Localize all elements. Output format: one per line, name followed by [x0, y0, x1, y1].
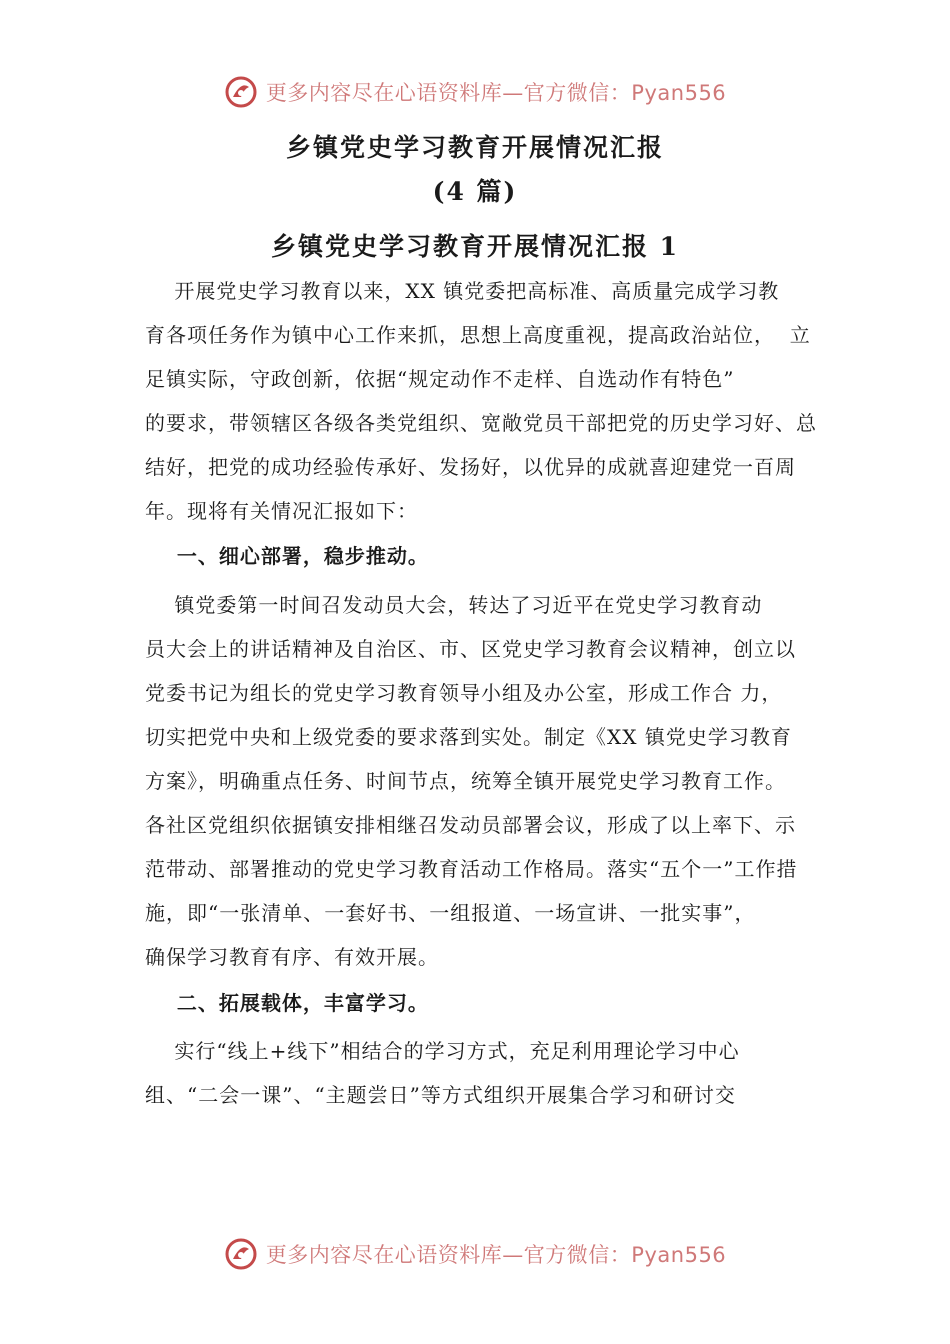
body-line: 足镇实际，守政创新，依据“规定动作不走样、自选动作有特色” — [145, 367, 735, 391]
body-line: 党委书记为组长的党史学习教育领导小组及办公室，形成工作合 力， — [145, 681, 783, 705]
document-count: (4 篇) — [432, 177, 518, 206]
body-line: 的要求，带领辖区各级各类党组织、宽敞党员干部把党的历史学习好、总 — [145, 411, 817, 435]
document-title: 乡镇党史学习教育开展情况汇报 — [285, 133, 664, 162]
body-line: 年。现将有关情况汇报如下： — [145, 499, 418, 523]
body-line: 各社区党组织依据镇安排相继召发动员部署会议，形成了以上率下、示 — [145, 813, 796, 837]
body-line: 方案》，明确重点任务、时间节点，统筹全镇开展党史学习教育工作。 — [145, 769, 786, 793]
body-line: 切实把党中央和上级党委的要求落到实处。制定《XX 镇党史学习教育 — [145, 725, 792, 749]
watermark-logo-icon — [224, 1237, 258, 1271]
body-line: 育各项任务作为镇中心工作来抓，思想上高度重视，提高政治站位， 立 — [145, 323, 811, 347]
body-line: 确保学习教育有序、有效开展。 — [145, 945, 439, 969]
watermark-text: 更多内容尽在心语资料库—官方微信：Pyan556 — [265, 81, 727, 105]
body-line: 镇党委第一时间召发动员大会，转达了习近平在党史学习教育动 — [145, 593, 763, 617]
body-line: 实行“线上+线下”相结合的学习方式，充足利用理论学习中心 — [145, 1039, 740, 1063]
section-title: 乡镇党史学习教育开展情况汇报 1 — [270, 232, 680, 261]
body-line: 开展党史学习教育以来，XX 镇党委把高标准、高质量完成学习教 — [145, 279, 780, 303]
body-line: 结好，把党的成功经验传承好、发扬好，以优异的成就喜迎建党一百周 — [145, 455, 796, 479]
body-line: 组、“二会一课”、“主题尝日”等方式组织开展集合学习和研讨交 — [145, 1083, 736, 1107]
watermark-logo-icon — [224, 75, 258, 109]
watermark-footer — [0, 1234, 950, 1274]
section-heading: 二、拓展载体，丰富学习。 — [145, 991, 429, 1015]
watermark-header — [0, 72, 950, 112]
body-line: 范带动、部署推动的党史学习教育活动工作格局。落实“五个一”工作措 — [145, 857, 798, 881]
section-heading: 一、细心部署，稳步推动。 — [145, 544, 429, 568]
watermark-text: 更多内容尽在心语资料库—官方微信：Pyan556 — [265, 1243, 727, 1267]
body-line: 施，即“一张清单、一套好书、一组报道、一场宣讲、一批实事”， — [145, 901, 756, 925]
body-line: 员大会上的讲话精神及自治区、市、区党史学习教育会议精神，创立以 — [145, 637, 796, 661]
